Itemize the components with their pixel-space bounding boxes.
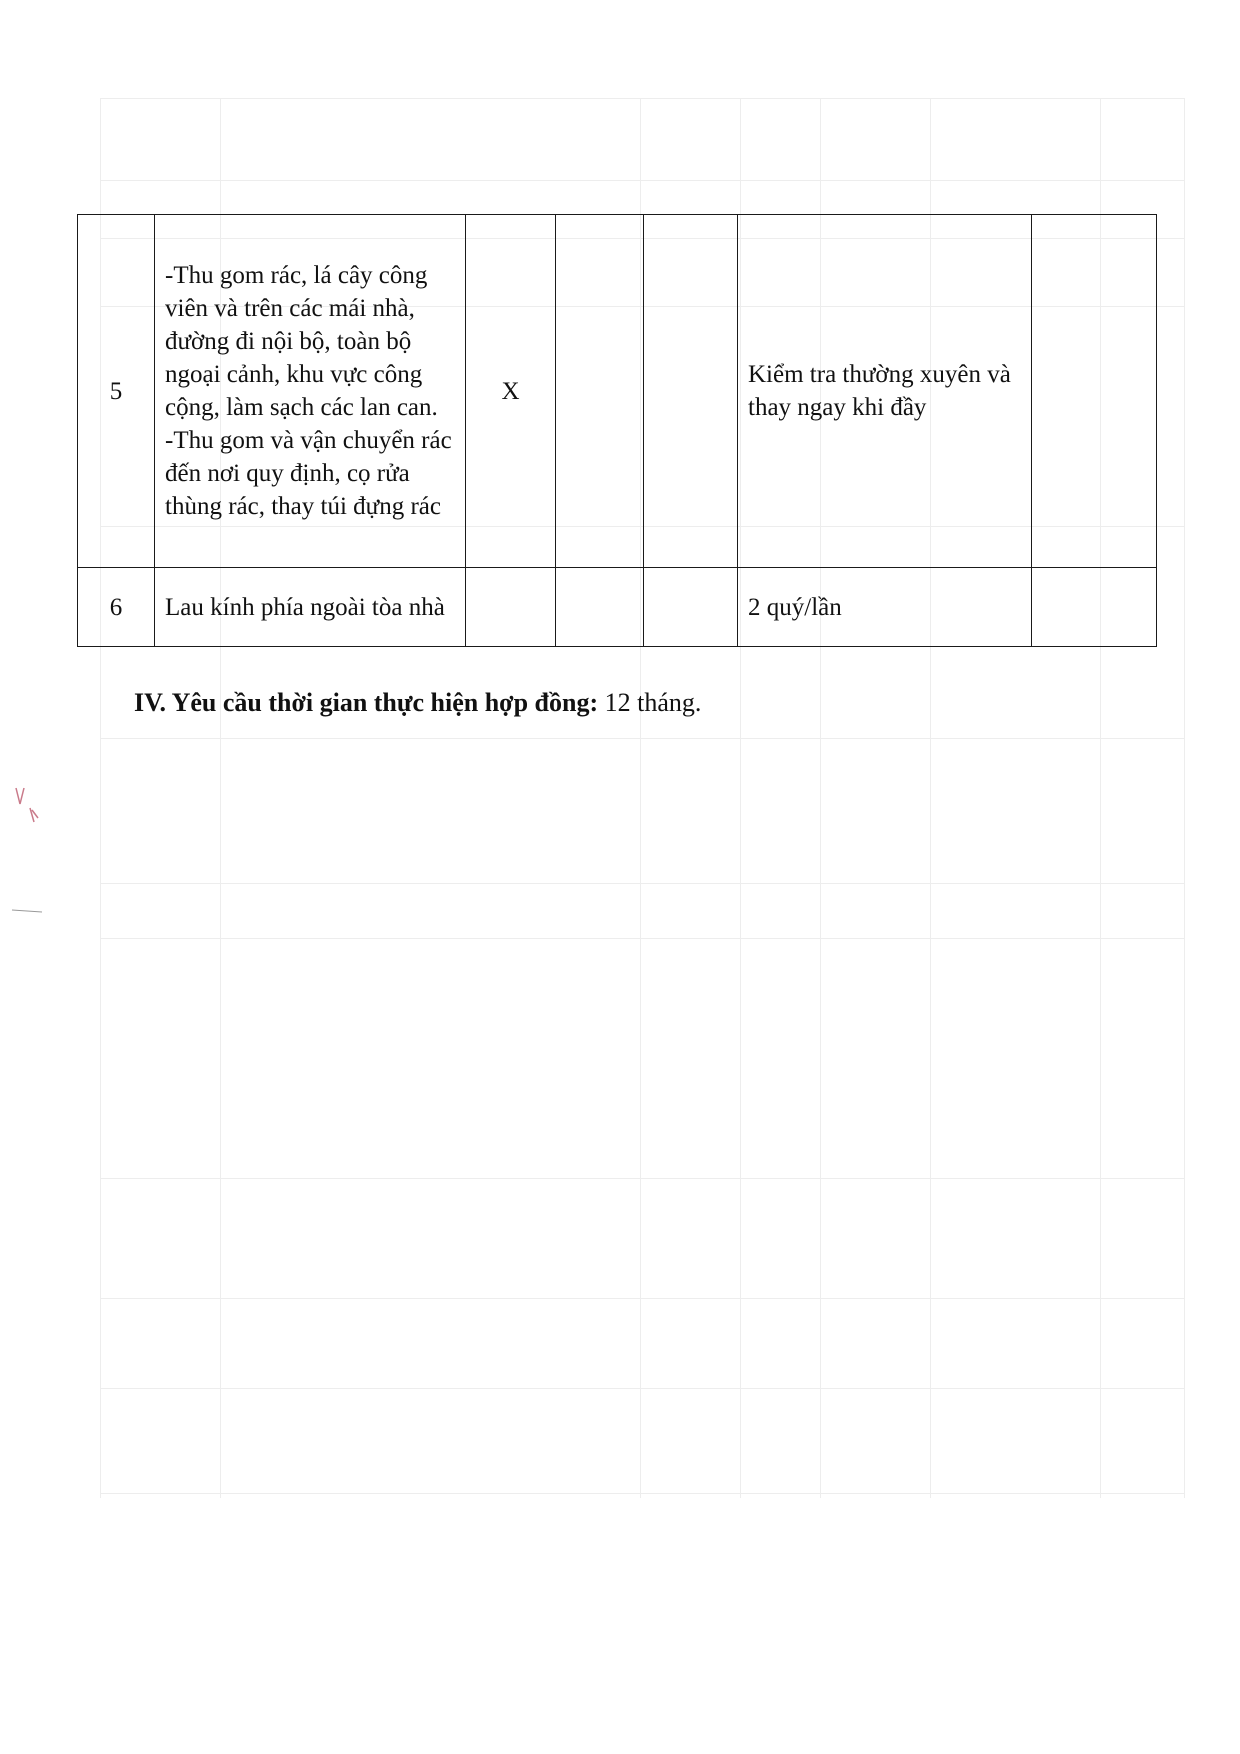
weekly-mark — [556, 568, 644, 647]
frequency-cell: Kiểm tra thường xuyên và thay ngay khi đầy — [738, 215, 1032, 568]
section-value: 12 tháng. — [604, 688, 702, 717]
task-description — [155, 215, 466, 568]
note-cell — [1032, 215, 1157, 568]
frequency-cell: 2 quý/lần — [738, 568, 1032, 647]
task-table — [77, 214, 1157, 647]
daily-mark: X — [466, 215, 556, 568]
monthly-mark — [644, 215, 738, 568]
daily-mark — [466, 568, 556, 647]
contract-duration-requirement — [134, 686, 701, 720]
note-cell — [1032, 568, 1157, 647]
table-row — [78, 568, 1157, 647]
task-line: -Thu gom rác, lá cây công viên và trên các mái nhà, đường đi nội bộ, toàn bộ ngoại cảnh, khu vực công cộng, làm sạch các lan can. — [165, 262, 438, 421]
row-number: 5 — [78, 215, 155, 568]
task-line: Lau kính phía ngoài tòa nhà — [165, 593, 445, 621]
section-heading: IV. Yêu cầu thời gian thực hiện hợp đồng: — [134, 688, 599, 717]
table-row — [78, 215, 1157, 568]
margin-pen-marks — [2, 760, 52, 920]
monthly-mark — [644, 568, 738, 647]
row-number: 6 — [78, 568, 155, 647]
weekly-mark — [556, 215, 644, 568]
task-description — [155, 568, 466, 647]
task-line: -Thu gom và vận chuyển rác đến nơi quy định, cọ rửa thùng rác, thay túi đựng rác — [165, 427, 452, 520]
